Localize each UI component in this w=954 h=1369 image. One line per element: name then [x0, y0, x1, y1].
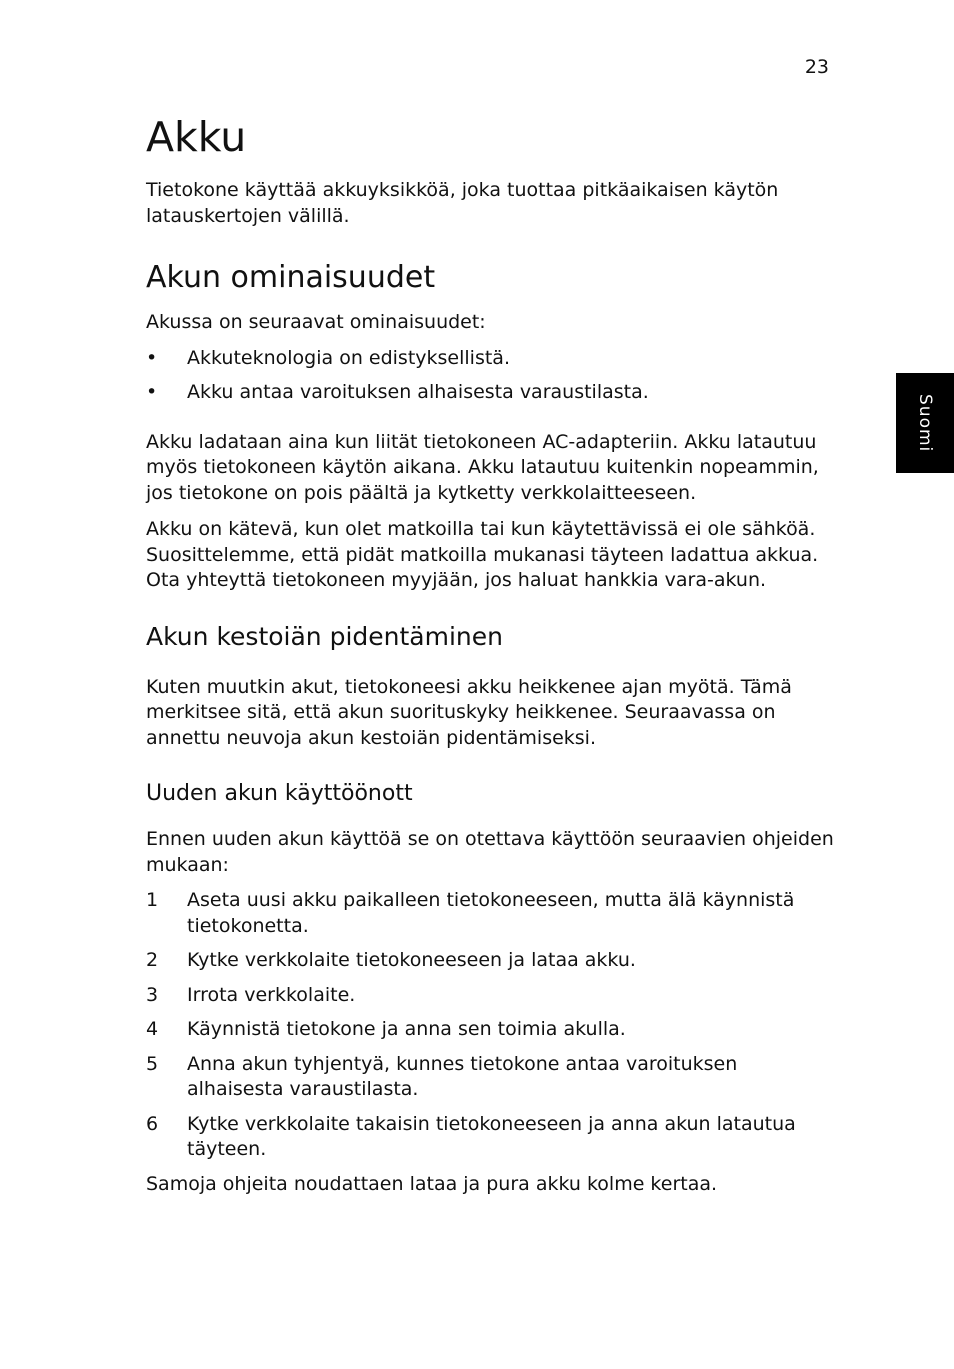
- step-text: Käynnistä tietokone ja anna sen toimia akulla.: [187, 1018, 626, 1040]
- lifespan-heading: Akun kestoiän pidentäminen: [146, 621, 503, 651]
- step-text: Kytke verkkolaite takaisin tietokoneeseen ja anna akun latautua täyteen.: [187, 1112, 796, 1160]
- travel-paragraph: Akku on kätevä, kun olet matkoilla tai kun käytettävissä ei ole sähköä. Suosittelemme, että pidät matkoilla mukanasi täyteen ladattua akkua. Ota yhteyttä tietokoneen myyjään, jos haluat hankkia vara-akun.: [146, 518, 819, 591]
- step-number: 4: [146, 1018, 159, 1040]
- closing-paragraph: Samoja ohjeita noudattaen lataa ja pura akku kolme kertaa.: [146, 1172, 718, 1195]
- list-item: [146, 380, 836, 406]
- list-item: [146, 1112, 836, 1163]
- page-title: Akku: [146, 113, 247, 161]
- list-item-text: Akku antaa varoituksen alhaisesta varaustilasta.: [187, 381, 649, 403]
- bullet-marker: •: [146, 346, 158, 369]
- features-list: [146, 346, 836, 406]
- new-battery-steps: [146, 888, 836, 1163]
- list-item: [146, 346, 836, 372]
- step-text: Kytke verkkolaite tietokoneeseen ja lataa akku.: [187, 949, 636, 971]
- bullet-marker: •: [146, 381, 158, 403]
- step-text: Irrota verkkolaite.: [187, 983, 356, 1006]
- list-item-text: Akkuteknologia on edistyksellistä.: [187, 346, 510, 369]
- step-number: 6: [146, 1112, 159, 1135]
- list-item: [146, 1017, 836, 1043]
- step-text: Anna akun tyhjentyä, kunnes tietokone antaa varoituksen alhaisesta varaustilasta.: [187, 1052, 738, 1100]
- step-number: 3: [146, 983, 159, 1006]
- step-number: 5: [146, 1052, 159, 1075]
- list-item: [146, 983, 836, 1009]
- new-battery-lead: Ennen uuden akun käyttöä se on otettava käyttöön seuraavien ohjeiden mukaan:: [146, 828, 834, 876]
- features-heading: Akun ominaisuudet: [146, 260, 436, 295]
- page-number: 23: [804, 56, 829, 78]
- new-battery-heading: Uuden akun käyttöönott: [146, 781, 413, 806]
- language-side-tab-label: Suomi: [915, 393, 935, 453]
- list-item: [146, 888, 836, 939]
- step-text: Aseta uusi akku paikalleen tietokoneeseen, mutta älä käynnistä tietokonetta.: [187, 889, 795, 937]
- list-item: [146, 1052, 836, 1103]
- language-side-tab: [896, 373, 954, 473]
- intro-paragraph: Tietokone käyttää akkuyksikköä, joka tuottaa pitkäaikaisen käytön latauskertojen välillä.: [146, 179, 779, 227]
- lifespan-paragraph: Kuten muutkin akut, tietokoneesi akku heikkenee ajan myötä. Tämä merkitsee sitä, että akun suorituskyky heikkenee. Seuraavassa on annettu neuvoja akun kestoiän pidentämiseksi.: [146, 675, 792, 749]
- charging-paragraph: Akku ladataan aina kun liität tietokoneen AC-adapteriin. Akku latautuu myös tietokoneen käytön aikana. Akku latautuu kuitenkin nopeammin, jos tietokone on pois päältä ja kytketty verkkolaitteeseen.: [146, 430, 819, 504]
- page-content: [146, 110, 836, 1197]
- step-number: 1: [146, 889, 159, 911]
- features-lead: Akussa on seuraavat ominaisuudet:: [146, 311, 486, 333]
- list-item: [146, 948, 836, 974]
- step-number: 2: [146, 949, 159, 971]
